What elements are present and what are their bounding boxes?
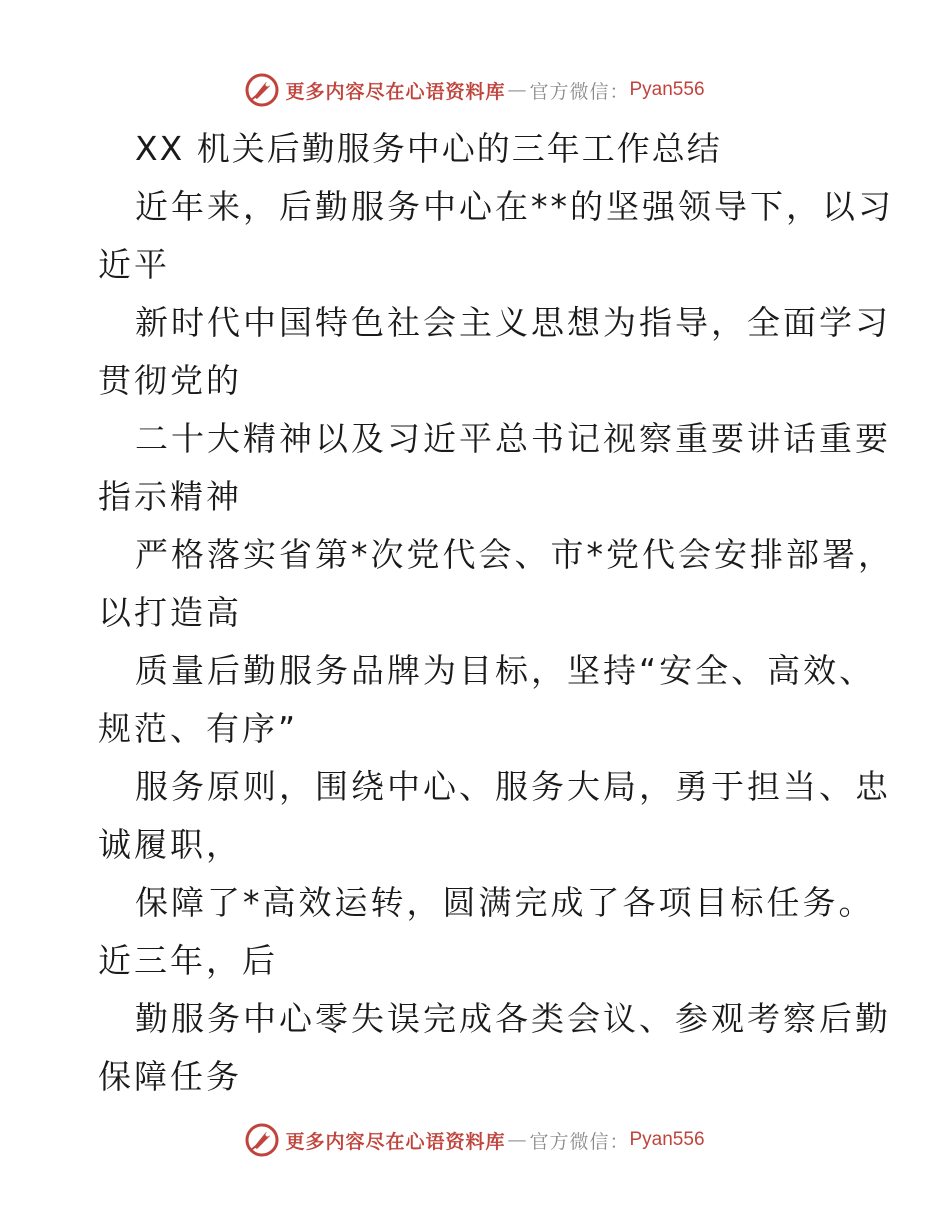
wechat-label: 官方微信： <box>529 80 630 103</box>
separator: — <box>507 79 528 101</box>
promo-text: 更多内容尽在心语资料库 <box>285 80 506 103</box>
paragraph-line: 规范、有序” <box>98 709 299 748</box>
paragraph-line: 勤服务中心零失误完成各类会议、参观考察后勤 <box>135 999 891 1038</box>
paragraph-line: 诚履职， <box>98 825 242 864</box>
paragraph-line: 近平 <box>98 245 170 284</box>
paragraph-line: 新时代中国特色社会主义思想为指导，全面学习 <box>135 303 891 342</box>
document-title: XX 机关后勤服务中心的三年工作总结 <box>135 129 722 168</box>
paragraph-line: 严格落实省第*次党代会、市*党代会安排部署， <box>135 535 894 574</box>
paragraph-line: 近年来，后勤服务中心在**的坚强领导下，以习 <box>135 187 894 226</box>
paragraph-line: 保障了*高效运转，圆满完成了各项目标任务。 <box>135 883 875 922</box>
paragraph-line: 质量后勤服务品牌为目标，坚持“安全、高效、 <box>135 651 876 690</box>
pen-nib-logo-icon <box>245 73 279 107</box>
pen-nib-logo-icon <box>245 1123 279 1157</box>
paragraph-line: 保障任务 <box>98 1057 242 1096</box>
promo-text: 更多内容尽在心语资料库 <box>285 1130 506 1153</box>
wechat-id: Pyan556 <box>629 79 705 100</box>
paragraph-line: 贯彻党的 <box>98 361 242 400</box>
document-body <box>98 120 894 1106</box>
footer-banner <box>0 1122 950 1158</box>
paragraph-line: 指示精神 <box>98 477 242 516</box>
separator: — <box>507 1129 528 1151</box>
paragraph-line: 以打造高 <box>98 593 242 632</box>
header-banner <box>0 72 950 108</box>
paragraph-line: 近三年，后 <box>98 941 278 980</box>
wechat-label: 官方微信： <box>529 1130 630 1153</box>
wechat-id: Pyan556 <box>629 1129 705 1150</box>
paragraph-line: 服务原则，围绕中心、服务大局，勇于担当、忠 <box>135 767 891 806</box>
paragraph-line: 二十大精神以及习近平总书记视察重要讲话重要 <box>135 419 891 458</box>
